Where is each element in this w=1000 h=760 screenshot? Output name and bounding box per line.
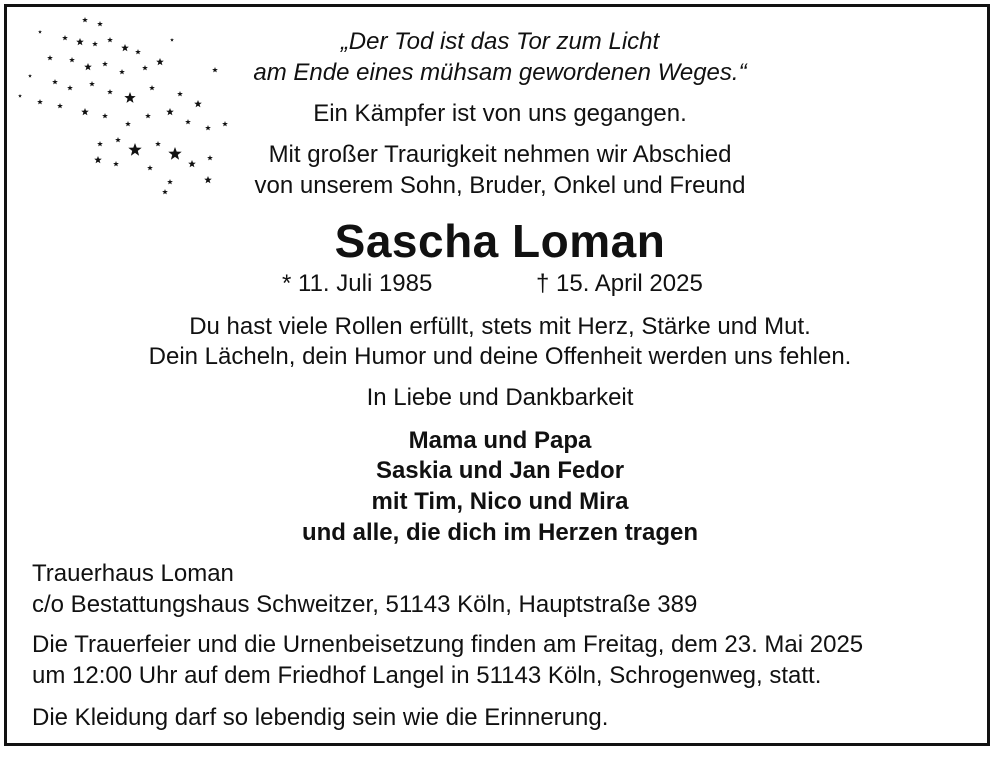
- fighter-line: Ein Kämpfer ist von uns gegangen.: [313, 100, 687, 127]
- star-icon: [177, 91, 183, 96]
- tribute-line-2: Dein Lächeln, dein Humor und deine Offenheit werden uns fehlen.: [148, 343, 852, 370]
- deceased-name: Sascha Loman: [334, 215, 666, 267]
- tribute-line-1: Du hast viele Rollen erfüllt, stets mit Herz, Stärke und Mut.: [189, 313, 811, 340]
- mourning-house: Trauerhaus Loman: [32, 560, 234, 587]
- closing-line: In Liebe und Dankbarkeit: [366, 384, 634, 411]
- care-of-address: c/o Bestattungshaus Schweitzer, 51143 Köln, Hauptstraße 389: [32, 591, 698, 618]
- star-icon: [82, 17, 88, 22]
- quote-line-2: am Ende eines mühsam gewordenen Weges.“: [253, 59, 747, 86]
- ceremony-line-1: Die Trauerfeier und die Urnenbeisetzung finden am Freitag, dem 23. Mai 2025: [32, 631, 864, 658]
- star-icon: [107, 89, 113, 94]
- death-date: † 15. April 2025: [536, 270, 703, 297]
- birth-date: * 11. Juli 1985: [282, 270, 433, 297]
- farewell-line-2: von unserem Sohn, Bruder, Onkel und Freund: [254, 172, 746, 199]
- ceremony-line-2: um 12:00 Uhr auf dem Friedhof Langel in 51143 Köln, Schrogenweg, statt.: [32, 662, 822, 689]
- mourner-line: Saskia und Jan Fedor: [375, 457, 625, 484]
- star-icon: [97, 21, 103, 26]
- farewell-line-1: Mit großer Traurigkeit nehmen wir Abschied: [268, 141, 732, 168]
- mourner-line: mit Tim, Nico und Mira: [371, 488, 629, 515]
- star-icon: [18, 94, 22, 98]
- mourner-line: Mama und Papa: [408, 427, 592, 454]
- quote-line-1: „Der Tod ist das Tor zum Licht: [340, 28, 660, 55]
- mourner-line: und alle, die dich im Herzen tragen: [301, 519, 699, 546]
- dress-note: Die Kleidung darf so lebendig sein wie die Erinnerung.: [32, 704, 609, 731]
